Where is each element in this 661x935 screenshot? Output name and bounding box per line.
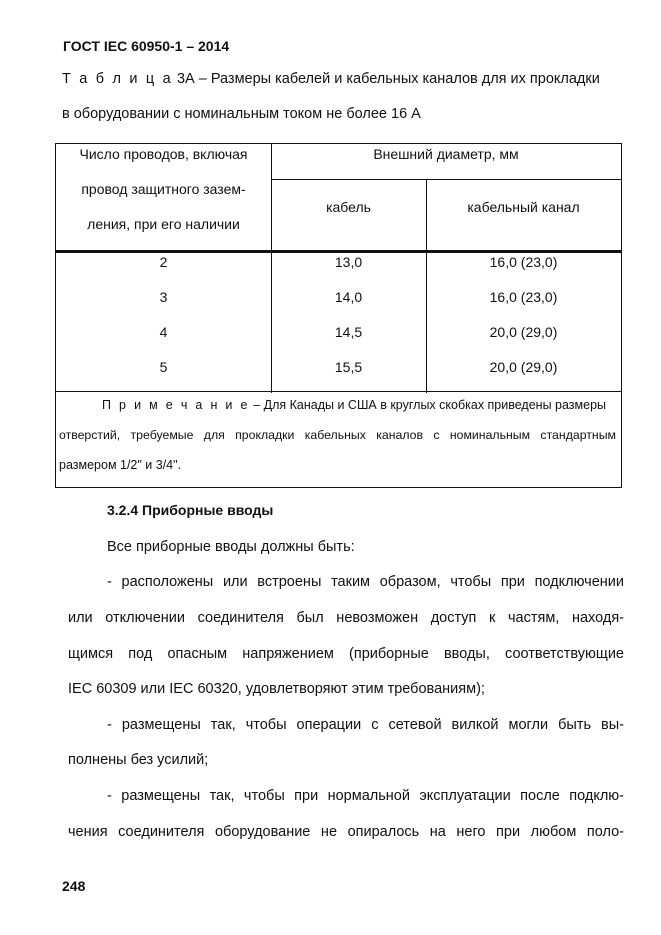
- table-caption-text: 3А – Размеры кабелей и кабельных каналов для их прокладки: [172, 71, 600, 87]
- table-caption-line2: в оборудовании с номинальным током не более 16 А: [62, 106, 421, 122]
- paragraph-line: - размещены так, чтобы при нормальной эксплуатации после подклю-: [107, 788, 624, 804]
- paragraph-line: или отключении соединителя был невозможен доступ к частям, находя-: [68, 610, 624, 626]
- section-intro: Все приборные вводы должны быть:: [107, 539, 355, 555]
- table-cell-cable: 13,0: [334, 254, 363, 270]
- table-caption-line1: [62, 71, 600, 87]
- paragraph-line: - расположены или встроены таким образом, чтобы при подключении: [107, 574, 624, 590]
- table-cell-duct: 20,0 (29,0): [489, 359, 558, 375]
- section-heading: 3.2.4 Приборные вводы: [107, 502, 274, 518]
- table-caption-label: Т а б л и ц а: [62, 71, 173, 87]
- cable-size-table: [55, 143, 622, 488]
- table-note-line3: размером 1/2" и 3/4".: [59, 458, 182, 472]
- table-cell-cable: 14,0: [334, 289, 363, 305]
- paragraph-line: чения соединителя оборудование не опиралось на него при любом поло-: [68, 824, 624, 840]
- column-header-wires-line3: ления, при его наличии: [87, 216, 240, 232]
- column-header-cable: кабель: [326, 199, 371, 215]
- paragraph-line: IEC 60309 или IEC 60320, удовлетворяют этим требованиям);: [68, 681, 485, 697]
- page-number: 248: [62, 878, 86, 894]
- table-cell-wires: 3: [159, 289, 168, 305]
- column-header-wires-line1: Число проводов, включая: [79, 146, 248, 162]
- table-note-text: – Для Канады и США в круглых скобках приведены размеры: [249, 398, 607, 412]
- table-cell-duct: 16,0 (23,0): [489, 289, 558, 305]
- table-divider: [56, 391, 621, 392]
- table-cell-wires: 2: [159, 254, 168, 270]
- table-cell-duct: 16,0 (23,0): [489, 254, 558, 270]
- table-note-label: П р и м е ч а н и е: [102, 398, 250, 412]
- table-header-rule: [56, 250, 621, 253]
- table-cell-wires: 5: [159, 359, 168, 375]
- table-cell-cable: 14,5: [334, 324, 363, 340]
- column-header-duct: кабельный канал: [467, 199, 580, 215]
- group-header-outer-diameter: Внешний диаметр, мм: [373, 146, 519, 162]
- document-standard-title: ГОСТ IEC 60950-1 – 2014: [63, 38, 230, 54]
- paragraph-line: полнены без усилий;: [68, 752, 209, 768]
- table-cell-duct: 20,0 (29,0): [489, 324, 558, 340]
- column-header-wires-line2: провод защитного зазем-: [81, 181, 246, 197]
- table-cell-wires: 4: [159, 324, 168, 340]
- table-note-line2: отверстий, требуемые для прокладки кабельных каналов с номинальным стандартным: [59, 428, 616, 442]
- paragraph-line: щимся под опасным напряжением (приборные вводы, соответствующие: [68, 646, 624, 662]
- paragraph-line: - размещены так, чтобы операции с сетевой вилкой могли быть вы-: [107, 717, 624, 733]
- table-divider: [271, 179, 621, 180]
- table-cell-cable: 15,5: [334, 359, 363, 375]
- table-note-line1: [102, 398, 606, 412]
